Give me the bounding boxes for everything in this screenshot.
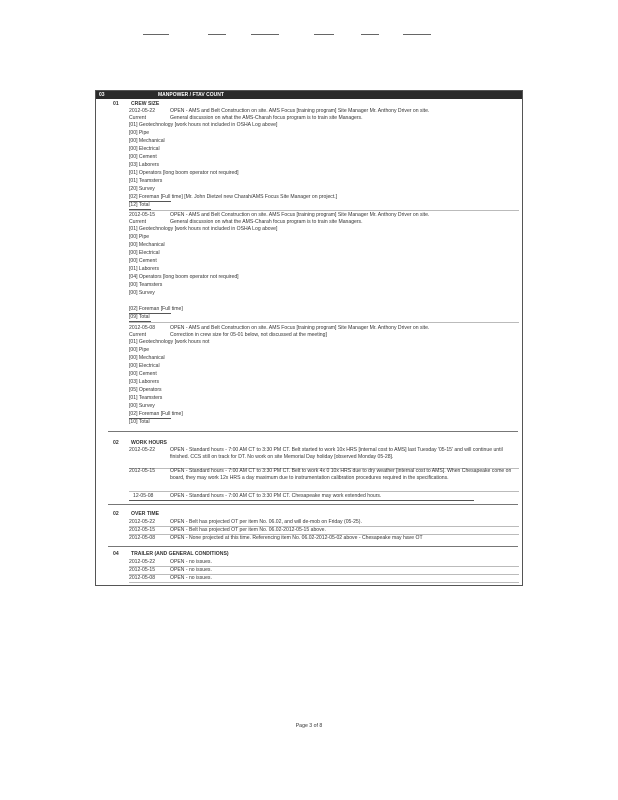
meeting-minutes-table (95, 90, 523, 586)
entry-date: 12-05-08 (133, 493, 154, 499)
crew-size-number: 01 (113, 101, 119, 107)
section-divider (108, 504, 518, 505)
entry-text: OPEN - Standard hours - 7:00 AM CT to 3:30 PM CT. Belt started to work 10x HRS [internal cost to AMS] last Tuesday '05-15' and will continue until finished. CCS still on track for DT. No work on site Memorial Day holiday [observed Monday 05-28]. (170, 447, 503, 460)
crew-item: [00] Cement (129, 154, 157, 160)
entry-date: 2012-05-22 (129, 108, 156, 114)
page-number: Page 3 of 8 (295, 723, 323, 729)
header-line (403, 34, 431, 35)
crew-item: [00] Electrical (129, 250, 160, 256)
crew-item: [02] Foreman [Full time] (129, 306, 183, 312)
crew-item: [00] Mechanical (129, 355, 165, 361)
entry-date: 2012-05-22 (129, 559, 156, 565)
section-title: MANPOWER / FTAV COUNT (158, 92, 224, 98)
entry-divider (129, 582, 519, 583)
entry-text: OPEN - Standard hours - 7:00 AM CT to 3:30 PM CT. Chesapeake may work extended hours. (170, 493, 382, 499)
entry-text: OPEN - Standard hours - 7:00 AM CT to 3:30 PM CT. Belt to work 4x 0 10x HRS due to dry weather [internal cost to AMS]. When Chesapeake come on board, they may work 12x HRS a day maximum due to instrumentation calibration procedures required in the specifications. (170, 468, 512, 481)
crew-item: [00] Survey (129, 290, 155, 296)
crew-item: [03] Laborers (129, 162, 160, 168)
entry-date: 2012-05-15 (129, 468, 156, 474)
crew-item: [01] Geotechnology [work hours not (129, 339, 210, 345)
entry-text: OPEN - None projected at this time. Referencing item No. 06.02-2012-05-02 above - Chesapeake may have OT (170, 535, 423, 541)
crew-item: [02] Foreman [Full time] (129, 411, 183, 417)
trailer-title: TRAILER (AND GENERAL CONDITIONS) (131, 551, 229, 557)
section-number: 03 (99, 92, 105, 98)
crew-total: [12] Total (129, 202, 150, 208)
entry-open-text: OPEN - AMS and Belt Construction on site. AMS Focus [training program] Site Manager Mr. Anthony Driver on site. (170, 212, 430, 218)
entry-current-label: Current (129, 219, 146, 225)
crew-item: [01] Operators [long boom operator not required] (129, 170, 239, 176)
entry-date: 2012-05-08 (129, 535, 156, 541)
crew-item: [00] Electrical (129, 146, 160, 152)
entry-date: 2012-05-08 (129, 325, 156, 331)
entry-current-text: General discussion on what the AMS-Charah focus program is to train site Managers. (170, 115, 363, 121)
entry-underline (129, 500, 474, 501)
crew-item: [01] Geotechnology [work hours not included in OSHA Log above] (129, 122, 278, 128)
crew-item: [01] Teamsters (129, 395, 163, 401)
crew-item: [00] Pipe (129, 234, 150, 240)
section-divider (108, 546, 518, 547)
entry-current-text: General discussion on what the AMS-Charah focus program is to train site Managers. (170, 219, 363, 225)
crew-item: [20] Survey (129, 186, 155, 192)
header-line (361, 34, 379, 35)
entry-date: 2012-05-15 (129, 567, 156, 573)
entry-date: 2012-05-15 (129, 527, 156, 533)
entry-current-label: Current (129, 332, 146, 338)
crew-item: [02] Foreman [Full time] [Mr. John Dietzel new Charah/AMS Focus Site Manager on project.] (129, 194, 338, 200)
entry-text: OPEN - Belt has projected OT per item No. 06.02, and will de-mob on Friday (05-25). (170, 519, 362, 525)
entry-divider (129, 322, 519, 323)
entry-date: 2012-05-15 (129, 212, 156, 218)
crew-item: [00] Cement (129, 371, 157, 377)
crew-item: [00] Mechanical (129, 138, 165, 144)
header-line (208, 34, 226, 35)
header-line (314, 34, 334, 35)
crew-item: [00] Pipe (129, 347, 150, 353)
header-line (143, 34, 169, 35)
entry-date: 2012-05-22 (129, 519, 156, 525)
over-time-number: 02 (113, 511, 119, 517)
entry-current-label: Current (129, 115, 146, 121)
crew-item: [01] Geotechnology [work hours not included in OSHA Log above] (129, 226, 278, 232)
crew-item: [01] Teamsters (129, 178, 163, 184)
work-hours-number: 02 (113, 440, 119, 446)
crew-item: [03] Laborers (129, 379, 160, 385)
crew-item: [00] Survey (129, 403, 155, 409)
over-time-title: OVER TIME (131, 511, 160, 517)
entry-current-text: Correction in crew size for 05-01 below, not discussed at the meeting] (170, 332, 327, 338)
entry-open-text: OPEN - AMS and Belt Construction on site. AMS Focus [training program] Site Manager Mr. Anthony Driver on site. (170, 325, 430, 331)
entry-divider (129, 210, 519, 211)
crew-size-title: CREW SIZE (131, 101, 160, 107)
work-hours-title: WORK HOURS (131, 440, 167, 446)
trailer-number: 04 (113, 551, 119, 557)
crew-item: [01] Laborers (129, 266, 160, 272)
entry-date: 2012-05-22 (129, 447, 156, 453)
entry-text: OPEN - no issues. (170, 567, 212, 573)
entry-divider (129, 491, 519, 492)
entry-text: OPEN - no issues. (170, 559, 212, 565)
crew-total: [10] Total (129, 419, 150, 425)
crew-item: [00] Electrical (129, 363, 160, 369)
header-line (251, 34, 279, 35)
crew-item: [05] Operators (129, 387, 162, 393)
entry-date: 2012-05-08 (129, 575, 156, 581)
crew-item: [00] Teamsters (129, 282, 163, 288)
section-header (96, 91, 522, 99)
crew-item: [00] Pipe (129, 130, 150, 136)
crew-total: [09] Total (129, 314, 150, 320)
entry-text: OPEN - no issues. (170, 575, 212, 581)
section-divider (108, 431, 518, 432)
crew-item: [04] Operators [long boom operator not required] (129, 274, 239, 280)
crew-item: [00] Cement (129, 258, 157, 264)
entry-text: OPEN - Belt has projected OT per item No. 06.02-2012-05-15 above. (170, 527, 326, 533)
entry-open-text: OPEN - AMS and Belt Construction on site. AMS Focus [training program] Site Manager Mr. Anthony Driver on site. (170, 108, 430, 114)
crew-item: [00] Mechanical (129, 242, 165, 248)
